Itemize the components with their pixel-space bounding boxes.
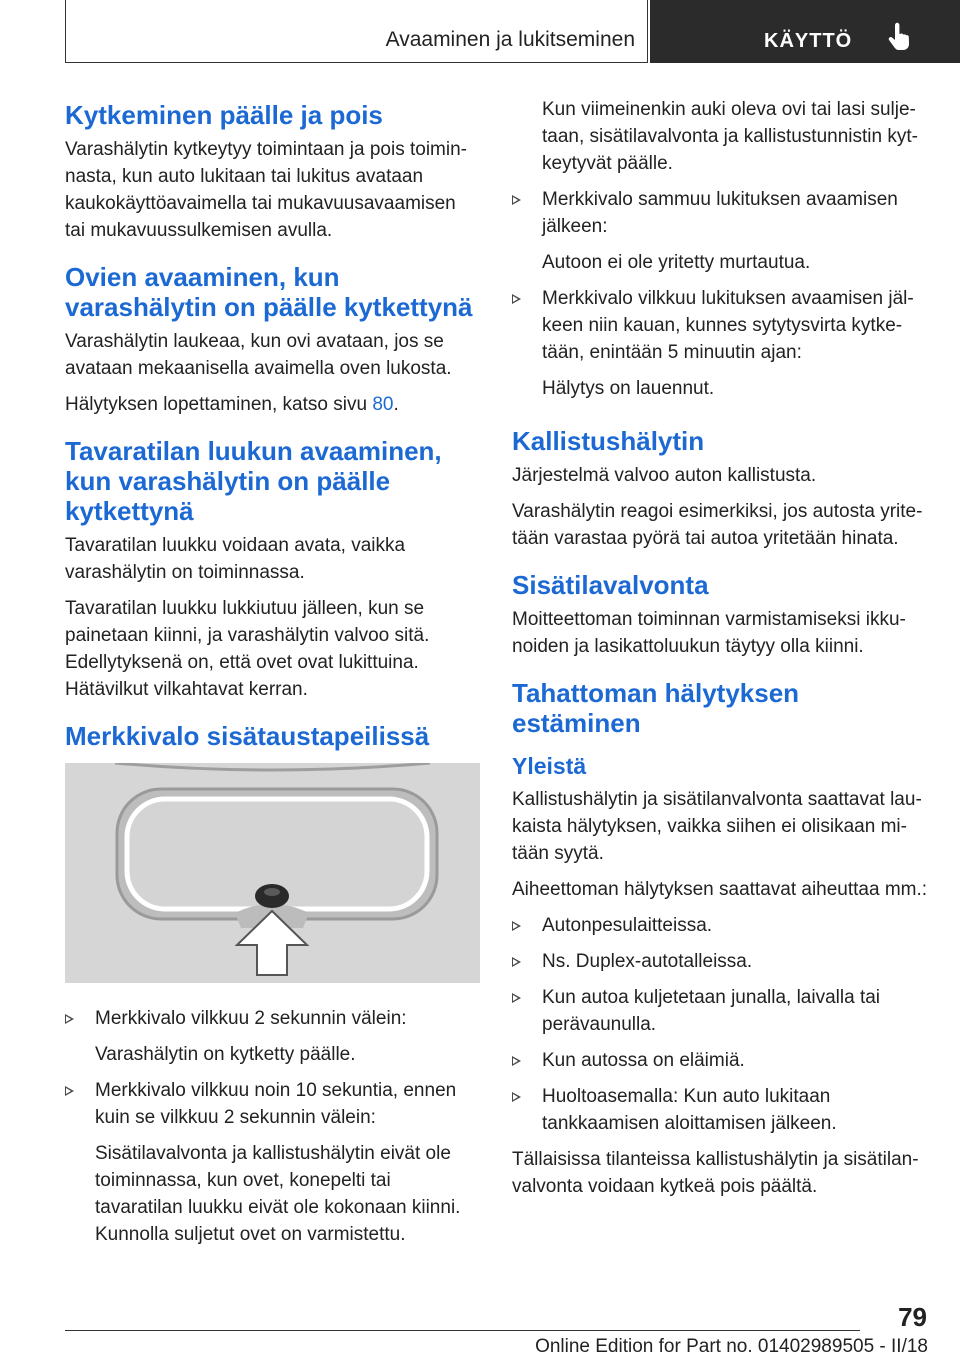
triangle-bullet-icon	[512, 993, 521, 1003]
list-item-detail: Hälytys on lauennut.	[542, 378, 715, 399]
list-item-detail: Sisätilavalvonta ja kallistushälytin eivät ole toiminnassa, kun ovet, konepelti tai tavaratilan luukku eivät ole kokonaan kiinni. Kunnolla suljetut ovet on varmistettu.	[95, 1143, 461, 1245]
reference-text: Hälytyksen lopettaminen, katso sivu	[65, 394, 373, 415]
paragraph: Varashälytin kytkeytyy toimintaan ja pois toiminnasta, kun auto lukitaan tai lukitus avataan kaukokäyttöavaimella tai mukavuusavaamisen tai mukavuussulkemisen avulla.	[65, 139, 467, 241]
triangle-bullet-icon	[65, 1014, 74, 1024]
section-door-opening	[65, 262, 478, 418]
section-tilt-alarm	[512, 426, 928, 552]
paragraph: Järjestelmä valvoo auton kallistusta.	[512, 465, 817, 486]
indicator-list	[512, 285, 928, 366]
heading-false-alarm: Tahattoman hälytyksen estäminen	[512, 678, 800, 738]
list-item-text: Autonpesulaitteissa.	[542, 915, 713, 936]
hand-pointer-icon	[886, 22, 912, 57]
reference-suffix: .	[393, 394, 399, 415]
list-item	[512, 912, 928, 939]
heading-interior-monitoring: Sisätilavalvonta	[512, 570, 709, 600]
section-false-alarm	[512, 678, 928, 1200]
list-item-text: Kun autossa on eläimiä.	[542, 1050, 745, 1071]
paragraph: Kallistushälytin ja sisätilanvalvonta saattavat laukaista hälytyksen, vaikka siihen ei olisikaan mitään syytä.	[512, 789, 922, 864]
section-tailgate	[65, 436, 478, 703]
list-item	[65, 1077, 478, 1131]
list-item-text: Kun autoa kuljetetaan junalla, laivalla tai perävaunulla.	[542, 987, 881, 1035]
triangle-bullet-icon	[512, 1056, 521, 1066]
list-item	[512, 186, 928, 240]
chapter-title: Avaaminen ja lukitseminen	[385, 28, 635, 51]
heading-tilt-alarm: Kallistushälytin	[512, 426, 705, 456]
list-item	[512, 285, 928, 366]
list-item-text: Merkkivalo vilkkuu 2 sekunnin välein:	[95, 1008, 407, 1029]
triangle-bullet-icon	[512, 957, 521, 967]
list-item-text: Ns. Duplex-autotalleissa.	[542, 951, 753, 972]
list-item-text: Merkkivalo vilkkuu lukituksen avaamisen jälkeen niin kauan, kunnes sytytysvirta kytketään, enintään 5 minuutin ajan:	[542, 288, 914, 363]
triangle-bullet-icon	[512, 195, 521, 205]
indicator-list	[65, 1005, 478, 1032]
paragraph: Aiheettoman hälytyksen saattavat aiheuttaa mm.:	[512, 879, 928, 900]
right-column	[512, 96, 928, 1209]
section-arming	[65, 100, 478, 244]
heading-tailgate: Tavaratilan luukun avaaminen, kun varashälytin on päälle kytkettynä	[65, 436, 442, 526]
edition-note: Online Edition for Part no. 01402989505 - II/18	[535, 1336, 928, 1357]
paragraph: Tällaisissa tilanteissa kallistushälytin ja sisätilanvalvonta voidaan kytkeä pois päältä.	[512, 1149, 919, 1197]
paragraph: Varashälytin laukeaa, kun ovi avataan, jos se avataan mekaanisella avaimella oven lukosta.	[65, 331, 452, 379]
triangle-bullet-icon	[512, 1092, 521, 1102]
paragraph: Tavaratilan luukku voidaan avata, vaikka varashälytin on toiminnassa.	[65, 535, 406, 583]
triangle-bullet-icon	[512, 921, 521, 931]
list-item	[512, 948, 928, 975]
list-item-detail: Varashälytin on kytketty päälle.	[95, 1044, 356, 1065]
list-item-text: Huoltoasemalla: Kun auto lukitaan tankkaamisen aloittamisen jälkeen.	[542, 1086, 837, 1134]
paragraph: Varashälytin reagoi esimerkiksi, jos autosta yritetään varastaa pyörä tai autoa yritetään hinata.	[512, 501, 923, 549]
mirror-illustration	[65, 763, 480, 983]
indicator-list	[512, 186, 928, 240]
page-link[interactable]: 80	[372, 394, 394, 415]
list-item-text: Merkkivalo vilkkuu noin 10 sekuntia, ennen kuin se vilkkuu 2 sekunnin välein:	[95, 1080, 457, 1128]
rearview-mirror-image	[65, 763, 480, 983]
section-interior-monitoring	[512, 570, 928, 660]
paragraph-cross-reference	[65, 391, 478, 418]
triangle-bullet-icon	[65, 1086, 74, 1096]
triangle-bullet-icon	[512, 294, 521, 304]
cause-list	[512, 912, 928, 1137]
indicator-list	[65, 1077, 478, 1131]
list-item	[65, 1005, 478, 1032]
list-item	[512, 984, 928, 1038]
left-column	[65, 100, 478, 1257]
list-item-text: Merkkivalo sammuu lukituksen avaamisen jälkeen:	[542, 189, 898, 237]
header-frame	[65, 0, 648, 63]
section-indicator	[65, 721, 478, 1248]
paragraph: Moitteettoman toiminnan varmistamiseksi ikkunoiden ja lasikattoluukun täytyy olla kiinni.	[512, 609, 906, 657]
footer-divider	[65, 1330, 860, 1331]
section-tab-label: KÄYTTÖ	[764, 30, 853, 52]
list-item-detail: Autoon ei ole yritetty murtautua.	[542, 252, 811, 273]
list-item	[512, 1083, 928, 1137]
list-item	[512, 1047, 928, 1074]
heading-indicator: Merkkivalo sisätaustapeilissä	[65, 721, 430, 751]
heading-door-opening: Ovien avaaminen, kun varashälytin on päälle kytkettynä	[65, 262, 473, 322]
heading-arming: Kytkeminen päälle ja pois	[65, 100, 383, 130]
page-number: 79	[898, 1302, 927, 1332]
paragraph: Tavaratilan luukku lukkiutuu jälleen, kun se painetaan kiinni, ja varashälytin valvoo sitä. Edellytyksenä on, että ovet ovat lukittuina. Hätävilkut vilkahtavat kerran.	[65, 598, 430, 700]
subheading-general: Yleistä	[512, 753, 587, 779]
list-item-detail: Kun viimeinenkin auki oleva ovi tai lasi suljetaan, sisätilavalvonta ja kallistustunnistin kytkeytyvät päälle.	[542, 99, 918, 174]
section-tab[interactable]	[650, 0, 960, 63]
